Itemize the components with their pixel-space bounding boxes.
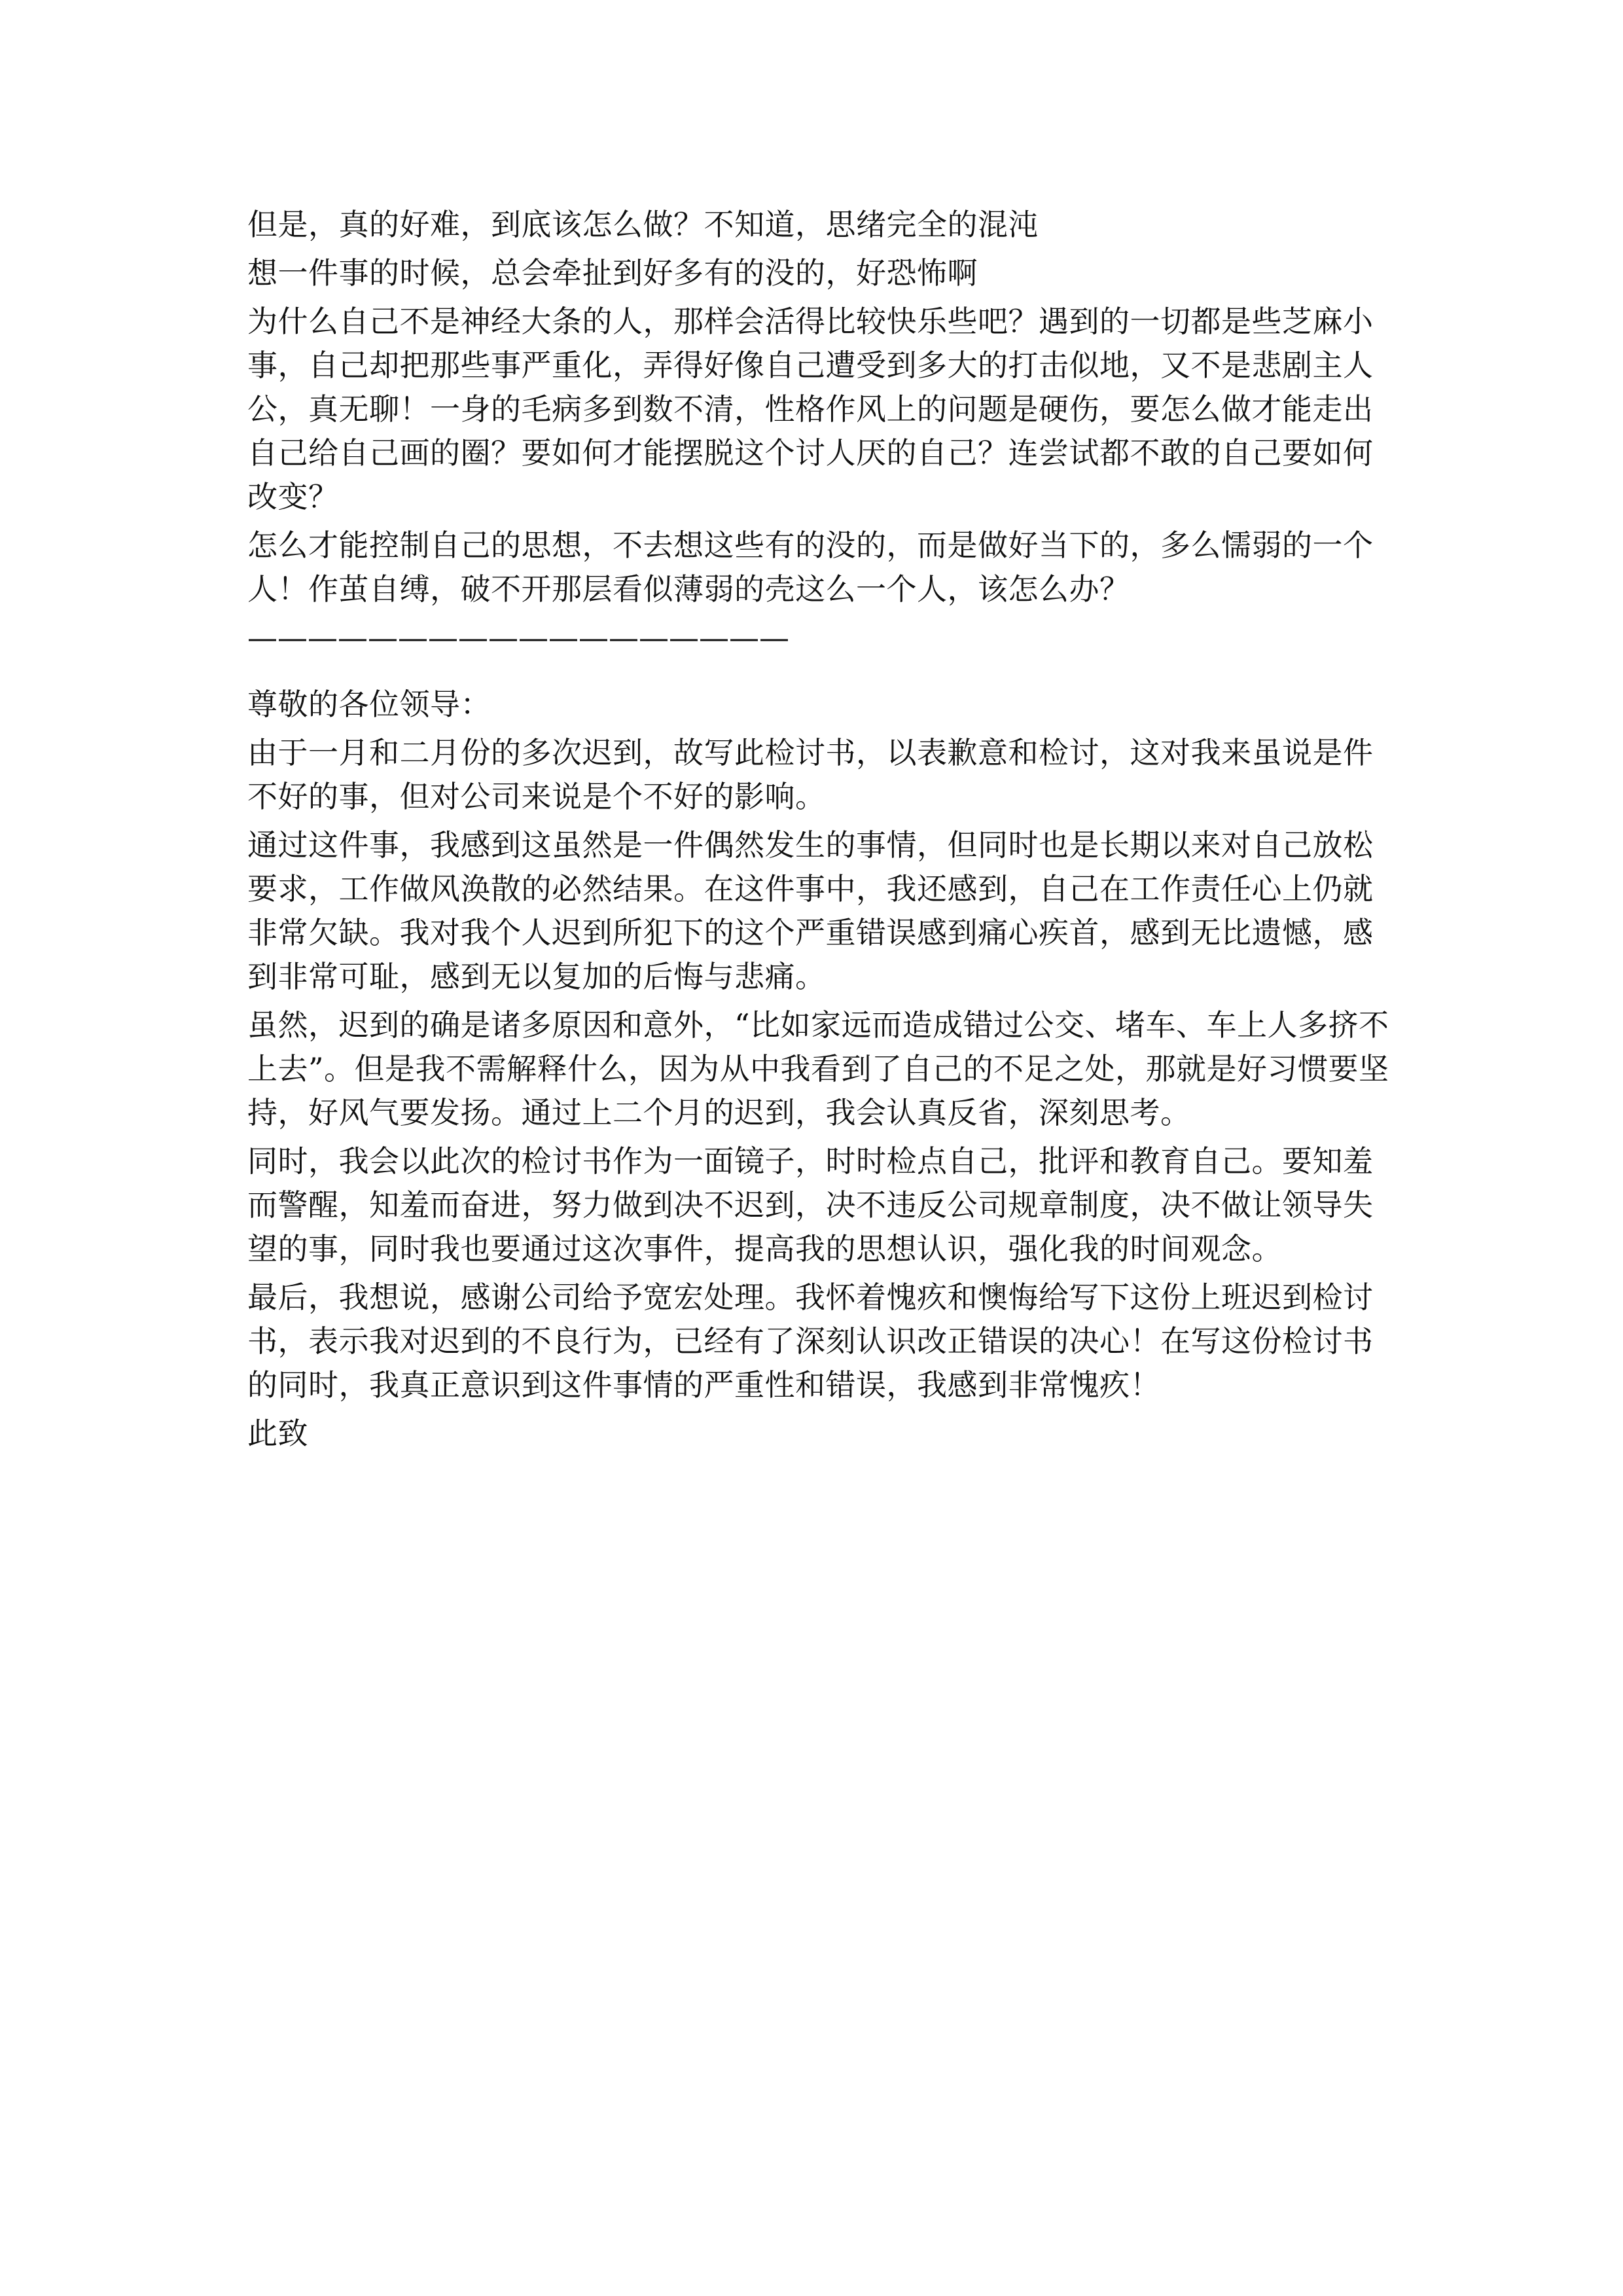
letter-greeting: 尊敬的各位领导： (247, 687, 491, 722)
section-separator: —————————————————— (247, 620, 789, 655)
document-body (247, 203, 1399, 1460)
letter-paragraph-2: 通过这件事，我感到这虽然是一件偶然发生的事情，但同时也是长期以来对自己放松要求，工作做风涣散的必然结果。在这件事中，我还感到，自己在工作责任心上仍就非常欠缺。我对我个人迟到所犯下的这个严重错误感到痛心疾首，感到无比遗憾，感到非常可耻，感到无以复加的后悔与悲痛。 (247, 827, 1374, 994)
paragraph-1: 但是，真的好难，到底该怎么做？不知道，思绪完全的混沌 (247, 207, 1039, 242)
paragraph-2: 想一件事的时候，总会牵扯到好多有的没的，好恐怖啊 (247, 255, 978, 291)
paragraph-3: 为什么自己不是神经大条的人，那样会活得比较快乐些吧？遇到的一切都是些芝麻小事，自己却把那些事严重化，弄得好像自己遭受到多大的打击似地，又不是悲剧主人公，真无聊！一身的毛病多到数不清，性格作风上的问题是硬伤，要怎么做才能走出自己给自己画的圈？要如何才能摆脱这个讨人厌的自己？连尝试都不敢的自己要如何改变？ (247, 304, 1374, 514)
letter-closing: 此致 (247, 1416, 308, 1451)
letter-paragraph-5: 最后，我想说，感谢公司给予宽宏处理。我怀着愧疚和懊悔给写下这份上班迟到检讨书，表示我对迟到的不良行为，已经有了深刻认识改正错误的决心！在写这份检讨书的同时，我真正意识到这件事情的严重性和错误，我感到非常愧疚！ (247, 1280, 1374, 1403)
letter-paragraph-4: 同时，我会以此次的检讨书作为一面镜子，时时检点自己，批评和教育自己。要知羞而警醒，知羞而奋进，努力做到决不迟到，决不违反公司规章制度，决不做让领导失望的事，同时我也要通过这次事件，提高我的思想认识，强化我的时间观念。 (247, 1143, 1374, 1266)
paragraph-4: 怎么才能控制自己的思想，不去想这些有的没的，而是做好当下的，多么懦弱的一个人！作茧自缚，破不开那层看似薄弱的壳这么一个人，该怎么办？ (247, 528, 1374, 607)
letter-paragraph-1: 由于一月和二月份的多次迟到，故写此检讨书，以表歉意和检讨，这对我来虽说是件不好的事，但对公司来说是个不好的影响。 (247, 735, 1374, 814)
letter-paragraph-3: 虽然，迟到的确是诸多原因和意外，“比如家远而造成错过公交、堵车、车上人多挤不上去”。但是我不需解释什么，因为从中我看到了自己的不足之处，那就是好习惯要坚持，好风气要发扬。通过上二个月的迟到，我会认真反省，深刻思考。 (247, 1007, 1389, 1130)
